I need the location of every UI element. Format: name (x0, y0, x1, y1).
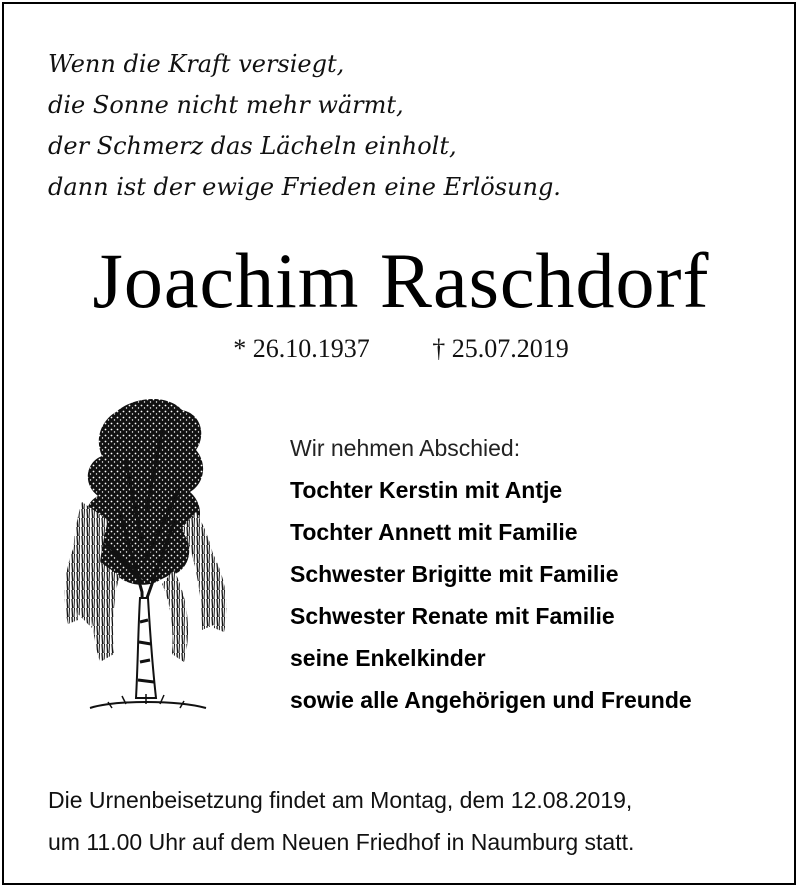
mourner-name: Tochter Kerstin mit Antje (290, 477, 563, 503)
mourner-name: sowie alle Angehörigen und Freunde (290, 687, 692, 713)
obituary-frame (2, 2, 796, 885)
poem (48, 44, 561, 208)
mourners-list (290, 427, 692, 721)
life-dates (4, 334, 798, 364)
burial-line: Die Urnenbeisetzung findet am Montag, dem 12.08.2019, (48, 787, 633, 813)
mourner-name: Tochter Annett mit Familie (290, 519, 578, 545)
burial-line: um 11.00 Uhr auf dem Neuen Friedhof in Naumburg statt. (48, 829, 635, 855)
deceased-name: Joachim Raschdorf (92, 237, 710, 324)
poem-line: der Schmerz das Lächeln einholt, (48, 132, 457, 160)
mourner-name: seine Enkelkinder (290, 645, 486, 671)
poem-line: Wenn die Kraft versiegt, (48, 50, 345, 78)
birth-date: * 26.10.1937 (233, 334, 370, 363)
poem-line: die Sonne nicht mehr wärmt, (48, 91, 404, 119)
mourner-name: Schwester Renate mit Familie (290, 603, 615, 629)
burial-notice (48, 779, 634, 863)
poem-line: dann ist der ewige Frieden eine Erlösung. (48, 173, 561, 201)
death-date: † 25.07.2019 (432, 334, 569, 363)
mourner-name: Schwester Brigitte mit Familie (290, 561, 619, 587)
birch-tree-icon (56, 392, 236, 727)
farewell-intro: Wir nehmen Abschied: (290, 435, 521, 461)
